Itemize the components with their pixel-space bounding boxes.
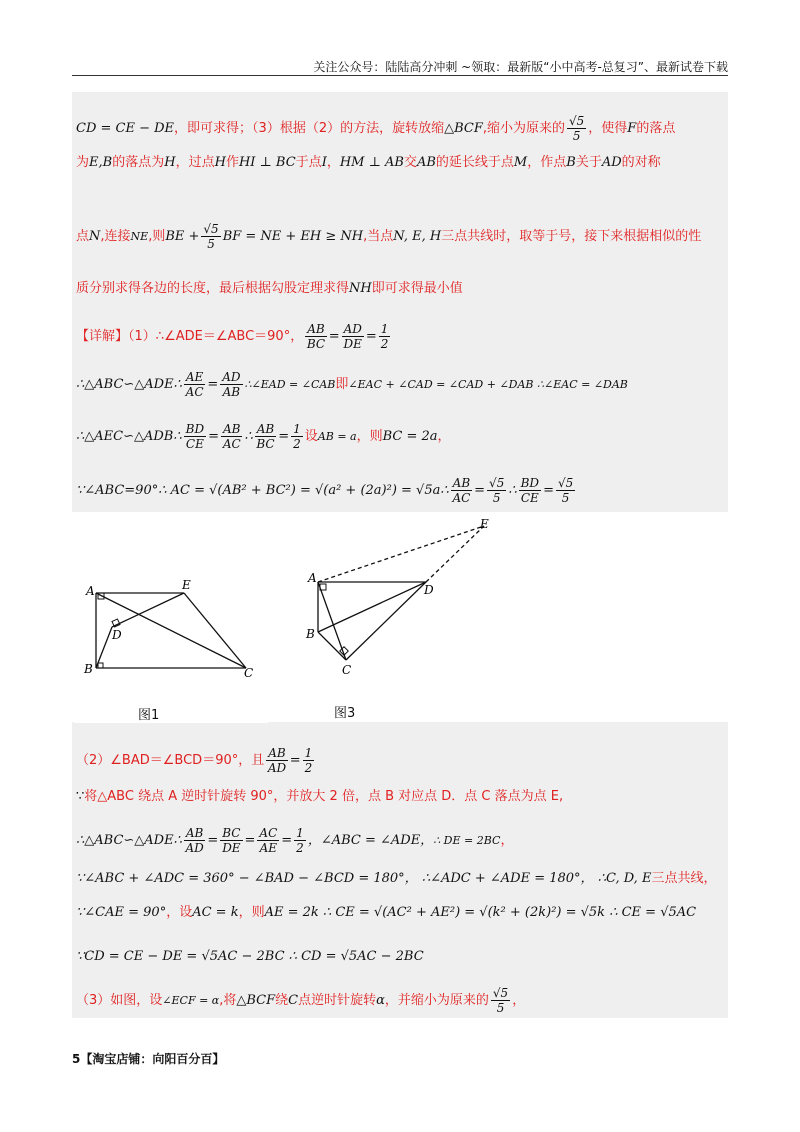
fig1-label-d: D <box>112 628 122 642</box>
math: ∴ DE = 2BC <box>433 834 501 847</box>
text: 绕 <box>275 993 289 1008</box>
math: △BCF <box>444 121 483 136</box>
math: , <box>98 155 103 170</box>
math: NE <box>130 230 149 243</box>
math: ∴ CD = √5AC − 2BC <box>288 949 424 964</box>
fraction: $\frac{√5}{5}$ <box>489 476 505 505</box>
text: 的延长线于点 <box>435 155 514 170</box>
figure-3 <box>288 512 504 722</box>
text: ，则 <box>238 905 265 920</box>
text: ∴∠ADE＝∠ABC＝90°， <box>155 329 304 344</box>
math: H <box>214 155 226 170</box>
analysis-line-2 <box>76 152 728 174</box>
math: H <box>164 155 176 170</box>
detail-label: 【详解】 <box>76 329 129 344</box>
text: 即可求得最小值 <box>371 281 463 296</box>
text: ，使得 <box>588 121 628 136</box>
detail-line-3: ∴△AEC∽△ADB∴ $\frac{BD}{CE}$ = $\frac{AB}{AC}$ ∴ $\frac{AB}{BC}$ = $\frac{1}{2}$ 设AB = a，则BC = 2a， <box>76 422 451 451</box>
text: 关于 <box>575 155 602 170</box>
text: 交 <box>403 155 417 170</box>
text: ，且 <box>238 753 265 768</box>
text: 为 <box>76 155 90 170</box>
math: ∴ AC = √(AB² + BC²) = √(a² + (2a)²) = √5a <box>158 483 441 498</box>
text: ∵ <box>76 789 85 804</box>
math: BE + <box>165 229 200 244</box>
analysis-line-4 <box>76 278 728 300</box>
math: ，∠ABC = ∠ADE， <box>307 833 434 848</box>
text: ,缩小为原来的 <box>482 121 565 136</box>
math: ∴C, D, E <box>597 871 652 886</box>
text: 的对称 <box>621 155 661 170</box>
fig3-label-e: E <box>480 517 489 531</box>
math: B <box>102 155 113 170</box>
math: AE = 2k <box>264 905 319 920</box>
text: （2） <box>76 753 111 768</box>
part2-line-7 <box>76 986 728 1015</box>
part2-line-5 <box>76 902 728 924</box>
text: ，作点 <box>527 155 567 170</box>
text: （1） <box>128 329 156 344</box>
fraction: $\frac{AB}{AC}$ <box>452 476 471 505</box>
fraction: $\frac{AB}{BC}$ <box>306 322 326 351</box>
text: 即 <box>335 377 349 392</box>
math: ∠ECF = α <box>162 994 220 1007</box>
fraction: $\frac{1}{2}$ <box>380 322 389 351</box>
text: 的落点 <box>636 121 676 136</box>
text: （3）如图，设 <box>76 993 163 1008</box>
math: ∴ <box>508 483 517 498</box>
math: ∴∠ADC + ∠ADE = 180°， <box>421 871 594 886</box>
math: ∴ <box>173 377 182 392</box>
math: N, E, H <box>393 229 442 244</box>
fraction: $\frac{AD}{AB}$ <box>222 370 241 399</box>
math: ∵∠CAE = 90° <box>76 905 167 920</box>
fig1-label-e: E <box>182 578 191 592</box>
math: HI ⊥ BC <box>238 155 296 170</box>
figure-1-caption: 图1 <box>138 708 160 723</box>
eq-cd-ce-de: CD = CE − DE <box>76 121 175 136</box>
math: ∴△AEC∽△ADB <box>76 429 174 444</box>
math: N <box>89 229 101 244</box>
fraction: $\frac{AB}{BC}$ <box>256 422 275 451</box>
text: ,则 <box>148 229 166 244</box>
text: ，过点 <box>175 155 215 170</box>
fraction: $\frac{BD}{CE}$ <box>520 476 540 505</box>
text: 点逆时针旋转 <box>298 993 377 1008</box>
fig1-label-b: B <box>84 662 93 676</box>
text: ，则 <box>356 429 383 444</box>
text: 的落点为 <box>112 155 165 170</box>
fraction: $\frac{1}{2}$ <box>293 422 301 451</box>
math: F <box>627 121 637 136</box>
math: ∴△ABC∽△ADE <box>76 377 174 392</box>
part2-line-3: ∴△ABC∽△ADE∴ $\frac{AB}{AD}$ = $\frac{BC}{DE}$ = $\frac{AC}{AE}$ = $\frac{1}{2}$ ，∠ABC = ∠ADE，∴ DE = 2BC， <box>76 826 514 855</box>
fraction: $\frac{AB}{AD}$ <box>267 746 287 775</box>
page-header: 关注公众号：陆陆高分冲刺 ~领取：最新版“小中高考-总复习”、最新试卷下载 <box>313 60 728 74</box>
fig1-label-a: A <box>86 584 95 598</box>
math: ∴ CE = √(AC² + AE²) = √(k² + (2k)²) = √5k <box>322 905 606 920</box>
fig3-label-d: D <box>424 583 434 597</box>
text: 于点 <box>295 155 322 170</box>
text: ， <box>500 833 514 848</box>
math: BC = 2a <box>382 429 438 444</box>
detail-line-1: 【详解】（1）∴∠ADE＝∠ABC＝90°， $\frac{AB}{BC}$ = $\frac{AD}{DE}$ = $\frac{1}{2}$ <box>76 322 389 351</box>
math: ∵CD = CE − DE = √5AC − 2BC <box>76 949 285 964</box>
fraction: $\frac{BD}{CE}$ <box>185 422 205 451</box>
fraction: $\frac{√5}{5}$ <box>569 114 585 143</box>
math: △BCF <box>236 993 276 1008</box>
fig3-label-a: A <box>308 571 317 585</box>
text: ，设 <box>166 905 193 920</box>
part2-line-1: （2）∠BAD＝∠BCD＝90°，且 $\frac{AB}{AD}$ = $\frac{1}{2}$ <box>76 746 313 775</box>
math: ∴ <box>244 429 253 444</box>
math: M <box>513 155 528 170</box>
math: B <box>566 155 576 170</box>
fraction: $\frac{AB}{AD}$ <box>185 826 204 855</box>
math: ∴ <box>440 483 449 498</box>
math: E <box>89 155 99 170</box>
math: ∴ CE = √5AC <box>609 905 697 920</box>
part2-line-4 <box>76 868 728 890</box>
text: 三点共线时，取等于号，接下来根据相似的性 <box>441 229 702 244</box>
math: ∠EAC + ∠CAD = ∠CAD + ∠DAB ∴∠EAC = ∠DAB <box>348 378 628 391</box>
math: ∠BAD＝∠BCD＝90° <box>110 753 239 768</box>
text: 作 <box>225 155 239 170</box>
part2-line-6 <box>76 946 728 968</box>
text: 质分别求得各边的长度，最后根据勾股定理求得 <box>76 281 350 296</box>
text: ,将 <box>219 993 237 1008</box>
figure-3-caption: 图3 <box>334 706 356 721</box>
math: ∴ <box>173 833 182 848</box>
analysis-line-1 <box>76 114 728 143</box>
analysis-line-3 <box>76 222 728 251</box>
figure-1 <box>74 575 268 723</box>
detail-line-4: ∵∠ABC=90°∴ AC = √(AB² + BC²) = √(a² + (2a)²) = √5a∴ $\frac{AB}{AC}$ = $\frac{√5}{5}$ ∴ $\frac{BD}{CE}$ = $\frac{√5}{5}$ <box>76 476 574 505</box>
math: NH <box>349 281 372 296</box>
figure-3-diagram <box>288 512 504 722</box>
math: HM ⊥ AB <box>339 155 404 170</box>
math: C <box>288 993 299 1008</box>
math: α <box>376 993 385 1008</box>
text: 设 <box>304 429 318 444</box>
fraction: $\frac{√5}{5}$ <box>492 986 509 1015</box>
math: ∴△ABC∽△ADE <box>76 833 174 848</box>
figure-1-diagram <box>74 575 268 723</box>
math: AD <box>601 155 622 170</box>
math: I <box>321 155 327 170</box>
fraction: $\frac{AC}{AE}$ <box>259 826 278 855</box>
math: AB <box>416 155 436 170</box>
text: 三点共线， <box>651 871 717 886</box>
math: ∴∠EAD = ∠CAB <box>244 378 336 391</box>
math: ∴ <box>173 429 182 444</box>
fraction: $\frac{√5}{5}$ <box>557 476 574 505</box>
text: 点 <box>76 229 90 244</box>
text: ， <box>512 993 526 1008</box>
text: 将△ABC 绕点 A 逆时针旋转 90°，并放大 2 倍，点 B 对应点 D．点 C 落点为点 E, <box>84 789 564 804</box>
math: BF = NE + EH ≥ NH <box>222 229 364 244</box>
detail-line-2: ∴△ABC∽△ADE∴ $\frac{AE}{AC}$ = $\frac{AD}{AB}$ ∴∠EAD = ∠CAB即∠EAC + ∠CAD = ∠CAD + ∠DAB ∴∠EAC = ∠DAB <box>76 370 628 399</box>
fraction: $\frac{1}{2}$ <box>296 826 304 855</box>
header-rule <box>72 75 728 76</box>
fig3-label-c: C <box>342 663 352 677</box>
fig1-label-c: C <box>244 666 254 680</box>
fraction: $\frac{√5}{5}$ <box>203 222 219 251</box>
math: ∵∠ABC=90° <box>76 483 159 498</box>
text: ,当点 <box>363 229 394 244</box>
text: ， <box>326 155 340 170</box>
text: ， <box>437 429 451 444</box>
fig3-label-b: B <box>306 627 315 641</box>
text: ，即可求得；（3）根据（2）的方法，旋转放缩 <box>174 121 445 136</box>
fraction: $\frac{AE}{AC}$ <box>185 370 204 399</box>
fraction: $\frac{BC}{DE}$ <box>222 826 241 855</box>
fraction: $\frac{AD}{DE}$ <box>343 322 362 351</box>
math: AB = a <box>317 430 357 443</box>
math: ∵∠ABC + ∠ADC = 360° − ∠BAD − ∠BCD = 180°， <box>76 871 418 886</box>
fraction: $\frac{AB}{AC}$ <box>222 422 241 451</box>
fraction: $\frac{1}{2}$ <box>304 746 313 775</box>
page-footer: 5【淘宝店铺：向阳百分百】 <box>72 1052 225 1066</box>
math: AC = k <box>192 905 239 920</box>
text: ，并缩小为原来的 <box>384 993 489 1008</box>
text: ,连接 <box>100 229 131 244</box>
part2-line-2 <box>76 786 728 808</box>
